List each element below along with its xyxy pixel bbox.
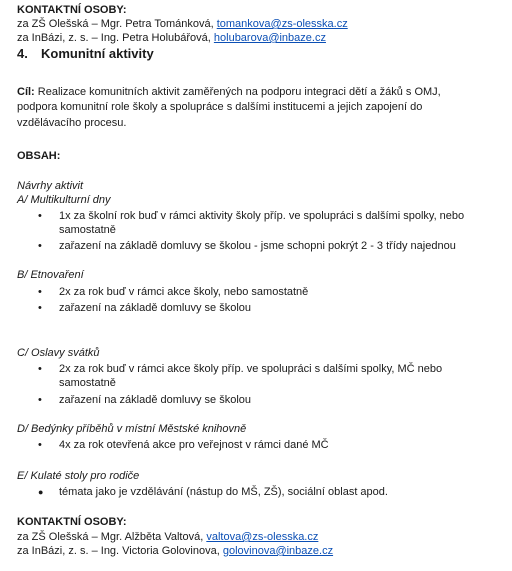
activity-a-title: A/ Multikulturní dny — [17, 194, 111, 206]
bottom-contacts-heading: KONTAKTNÍ OSOBY: — [17, 516, 127, 528]
activity-c-bullet-1-line-1: 2x za rok buď v rámci akce školy příp. ve spolupráci s dalšími spolky, MČ nebo — [59, 363, 443, 375]
top-contact-line-2 — [17, 31, 326, 45]
activity-d-title: D/ Bedýnky příběhů v místní Městské knihovně — [17, 423, 247, 435]
goal-line-3: vzdělávacího procesu. — [17, 117, 127, 129]
proposals-heading: Návrhy aktivit — [17, 180, 84, 192]
bottom-contact-2-email-link[interactable]: golovinova@inbaze.cz — [222, 545, 334, 557]
activity-b-title: B/ Etnovaření — [17, 269, 84, 281]
activity-e-bullet-1: témata jako je vzdělávání (nástup do MŠ, ZŠ), sociální oblast apod. — [59, 486, 388, 498]
activity-c-bullet-1-line-2: samostatně — [59, 377, 116, 389]
activity-c-title: C/ Oslavy svátků — [17, 347, 100, 359]
bullet-icon: • — [38, 439, 42, 451]
activity-b-bullet-1: 2x za rok buď v rámci akce školy, nebo samostatně — [59, 286, 309, 298]
activity-a-bullet-1-line-1: 1x za školní rok buď v rámci aktivity školy příp. ve spolupráci s dalšími spolky, nebo — [59, 210, 465, 222]
top-contact-2-email-link[interactable]: holubarova@inbaze.cz — [213, 32, 326, 44]
bullet-icon: • — [38, 302, 42, 314]
activity-e-title: E/ Kulaté stoly pro rodiče — [17, 470, 140, 482]
bullet-icon: • — [38, 240, 42, 252]
filled-bullet-icon: ● — [38, 487, 44, 497]
bullet-icon: • — [38, 210, 42, 222]
top-contact-1-email-link[interactable]: tomankova@zs-olesska.cz — [216, 18, 348, 30]
goal-text-1: Realizace komunitních aktivit zaměřených na podporu integraci dětí a žáků s OMJ, — [37, 86, 441, 98]
activity-b-bullet-2: zařazení na základě domluvy se školou — [59, 302, 251, 314]
bullet-icon: • — [38, 286, 42, 298]
content-heading: OBSAH: — [17, 150, 61, 162]
activity-c-bullet-2: zařazení na základě domluvy se školou — [59, 394, 251, 406]
section-number: 4. — [17, 46, 28, 61]
activity-a-bullet-2: zařazení na základě domluvy se školou - jsme schopni pokrýt 2 - 3 třídy najednou — [59, 240, 456, 252]
bullet-icon: • — [38, 363, 42, 375]
activity-d-bullet-1: 4x za rok otevřená akce pro veřejnost v rámci dané MČ — [59, 439, 329, 451]
top-contact-2-text: za InBázi, z. s. – Ing. Petra Holubářová, — [17, 32, 214, 44]
top-contact-line-1 — [17, 17, 348, 31]
bottom-contact-1-email-link[interactable]: valtova@zs-olesska.cz — [206, 531, 319, 543]
section-title: Komunitní aktivity — [41, 46, 154, 61]
goal-label: Cíl: — [17, 86, 35, 98]
goal-line-1 — [17, 85, 441, 99]
top-contact-1-text: za ZŠ Olešská – Mgr. Petra Tománková, — [17, 18, 217, 30]
goal-line-2: podpora komunitní role školy a spolupráce s dalšími institucemi a jejich zapojení do — [17, 101, 423, 113]
activity-a-bullet-1-line-2: samostatně — [59, 224, 116, 236]
top-contacts-heading: KONTAKTNÍ OSOBY: — [17, 4, 127, 16]
bottom-contact-line-2 — [17, 544, 333, 558]
bottom-contact-line-1 — [17, 530, 318, 544]
bottom-contact-2-text: za InBázi, z. s. – Ing. Victoria Golovinova, — [17, 545, 223, 557]
bottom-contact-1-text: za ZŠ Olešská – Mgr. Alžběta Valtová, — [17, 531, 207, 543]
bullet-icon: • — [38, 394, 42, 406]
